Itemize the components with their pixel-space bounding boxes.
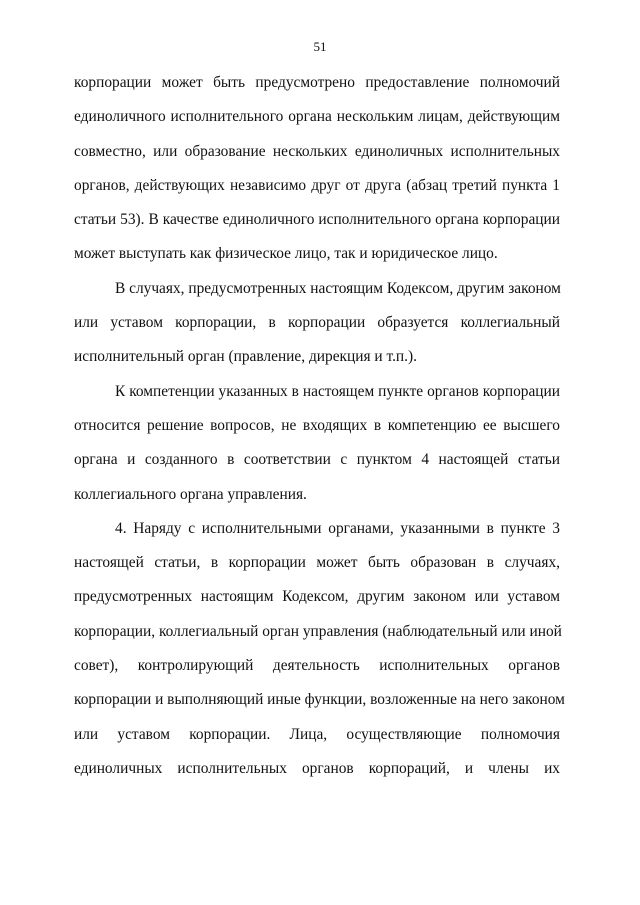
text-line: относится решение вопросов, не входящих в компетенцию ее высшего: [74, 416, 560, 434]
document-body: [74, 66, 565, 786]
text-line: настоящей статьи, в корпорации может быть образован в случаях,: [74, 554, 560, 572]
text-line: корпорации, коллегиальный орган управления (наблюдательный или иной: [74, 622, 562, 640]
text-line: коллегиального органа управления.: [74, 485, 307, 503]
text-line: или уставом корпорации, в корпорации образуется коллегиальный: [74, 314, 560, 332]
text-line: органов, действующих независимо друг от друга (абзац третий пункта 1: [74, 176, 560, 194]
text-line: или уставом корпорации. Лица, осуществляющие полномочия: [74, 725, 560, 743]
text-line: исполнительный орган (правление, дирекция и т.п.).: [74, 348, 417, 366]
paragraph: [74, 512, 565, 786]
text-line: корпорации может быть предусмотрено предоставление полномочий: [74, 74, 560, 91]
text-line: корпорации и выполняющий иные функции, возложенные на него законом: [74, 691, 565, 709]
text-line: статьи 53). В качестве единоличного исполнительного органа корпорации: [74, 211, 560, 229]
text-line: В случаях, предусмотренных настоящим Кодексом, другим законом: [115, 279, 561, 297]
text-line: органа и созданного в соответствии с пунктом 4 настоящей статьи: [74, 451, 560, 469]
text-line: совет), контролирующий деятельность исполнительных органов: [74, 657, 560, 675]
paragraph: [74, 375, 560, 512]
text-line: К компетенции указанных в настоящем пункте органов корпорации: [115, 382, 560, 400]
page-number: 51: [313, 39, 327, 54]
text-line: совместно, или образование нескольких единоличных исполнительных: [74, 142, 560, 160]
text-line: может выступать как физическое лицо, так и юридическое лицо.: [74, 245, 498, 263]
text-line: предусмотренных настоящим Кодексом, другим законом или уставом: [74, 588, 560, 606]
paragraph: [74, 272, 560, 375]
text-line: 4. Наряду с исполнительными органами, указанными в пункте 3: [115, 519, 560, 537]
paragraph: [74, 66, 560, 272]
text-line: единоличных исполнительных органов корпораций, и члены их: [74, 759, 560, 777]
text-line: единоличного исполнительного органа нескольким лицам, действующим: [74, 108, 560, 126]
